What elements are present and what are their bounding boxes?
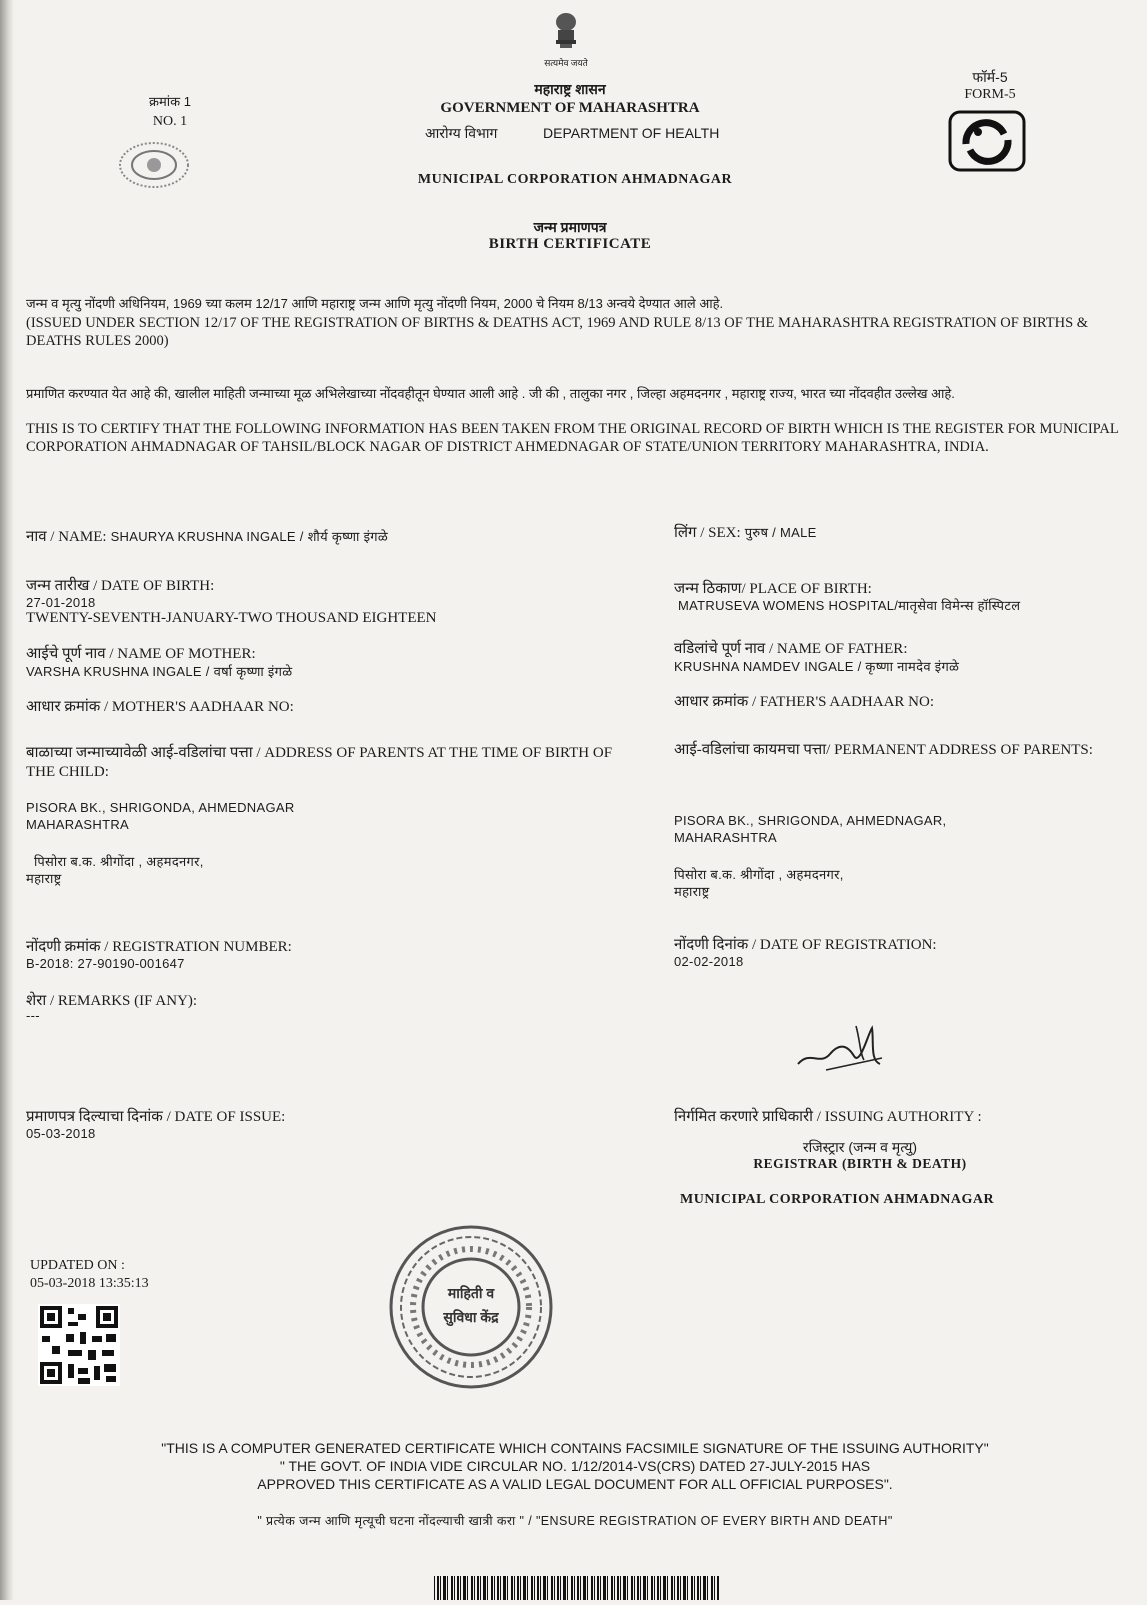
authority-corporation: MUNICIPAL CORPORATION AHMADNAGAR — [680, 1192, 995, 1207]
updated-value: 05-03-2018 13:35:13 — [30, 1276, 149, 1291]
paper-edge-shadow — [0, 0, 14, 1600]
issue-date-label: प्रमाणपत्र दिल्याचा दिनांक / DATE OF ISSUE: — [26, 1109, 286, 1125]
form-english: FORM-5 — [964, 87, 1016, 102]
reg-date-label: नोंदणी दिनांक / DATE OF REGISTRATION: — [674, 937, 937, 953]
father-aadhaar-label: आधार क्रमांक / FATHER'S AADHAAR NO: — [674, 694, 934, 710]
dob-value: 27-01-2018 — [26, 595, 96, 610]
emblem-motto: सत्यमेव जयते — [544, 58, 588, 68]
barcode-icon — [434, 1576, 720, 1600]
title-marathi: जन्म प्रमाणपत्र — [533, 219, 607, 235]
mother-aadhaar-label: आधार क्रमांक / MOTHER'S AADHAAR NO: — [26, 699, 294, 715]
mother-value: VARSHA KRUSHNA INGALE / वर्षा कृष्णा इंगळे — [26, 664, 293, 679]
pob-label: जन्म ठिकाण/ PLACE OF BIRTH: — [674, 581, 872, 597]
footer-slogan: " प्रत्येक जन्म आणि मृत्यूची घटना नोंदल्याची खात्री करा " / "ENSURE REGISTRATION OF EVERY BIRTH AND DEATH" — [257, 1514, 893, 1528]
pob-value: MATRUSEVA WOMENS HOSPITAL/मातृसेवा विमेन्स हॉस्पिटल — [678, 598, 1021, 613]
act-english: (ISSUED UNDER SECTION 12/17 OF THE REGISTRATION OF BIRTHS & DEATHS ACT, 1969 AND RULE 8/13 OF THE MAHARASHTRA REGISTRATION OF BIRTHS & DEATHS RULES 2000) — [26, 315, 1089, 349]
father-label: वडिलांचे पूर्ण नाव / NAME OF FATHER: — [674, 641, 908, 657]
corporation-seal-icon — [116, 140, 192, 190]
authority-label: निर्गमित करणारे प्राधिकारी / ISSUING AUTHORITY : — [674, 1109, 982, 1125]
dob-words: TWENTY-SEVENTH-JANUARY-TWO THOUSAND EIGHTEEN — [26, 610, 437, 626]
certify-english: THIS IS TO CERTIFY THAT THE FOLLOWING INFORMATION HAS BEEN TAKEN FROM THE ORIGINAL RECORD OF BIRTH WHICH IS THE REGISTER FOR MUNICIPAL CORPORATION AHMADNAGAR OF TAHSIL/BLOCK NAGAR OF DISTRICT AHMEDNAGAR OF STATE/UNION TERRITORY MAHARASHTRA, INDIA. — [26, 421, 1119, 455]
remarks-label: शेरा / REMARKS (IF ANY): — [26, 993, 198, 1009]
father-value: KRUSHNA NAMDEV INGALE / कृष्णा नामदेव इंगळे — [674, 659, 960, 674]
reg-no-label: नोंदणी क्रमांक / REGISTRATION NUMBER: — [26, 939, 292, 955]
registrar-marathi: रजिस्ट्रार (जन्म व मृत्यु) — [802, 1139, 918, 1155]
govt-marathi: महाराष्ट्र शासन — [534, 81, 606, 97]
addr-perm-mr-1: पिसोरा ब.क. श्रीगोंदा , अहमदनगर, — [674, 867, 844, 882]
title-english: BIRTH CERTIFICATE — [488, 236, 652, 252]
govt-english: GOVERNMENT OF MAHARASHTRA — [440, 100, 700, 116]
addr-birth-en-2: MAHARASHTRA — [26, 817, 129, 832]
name-value: SHAURYA KRUSHNA INGALE / शौर्य कृष्णा इंगळे — [110, 529, 389, 544]
corporation-title: MUNICIPAL CORPORATION AHMADNAGAR — [417, 172, 733, 187]
reg-no-value: B-2018: 27-90190-001647 — [26, 956, 185, 971]
name-row — [26, 526, 626, 546]
addr-perm-en-2: MAHARASHTRA — [674, 830, 777, 845]
updated-label: UPDATED ON : — [30, 1258, 125, 1273]
sex-label: लिंग / SEX: — [674, 525, 741, 541]
qr-code-icon — [38, 1304, 120, 1386]
act-marathi: जन्म व मृत्यु नोंदणी अधिनियम, 1969 च्या कलम 12/17 आणि महाराष्ट्र जन्म आणि मृत्यु नोंदणी नियम, 2000 चे नियम 8/13 अन्वये देण्यात आले आहे. — [26, 296, 724, 311]
addr-birth-mr-1: पिसोरा ब.क. श्रीगोंदा , अहमदनगर, — [34, 854, 204, 869]
addr-perm-en-1: PISORA BK., SHRIGONDA, AHMEDNAGAR, — [674, 813, 947, 828]
dept-english: DEPARTMENT OF HEALTH — [543, 125, 720, 141]
addr-birth-en-1: PISORA BK., SHRIGONDA, AHMEDNAGAR — [26, 800, 295, 815]
addr-perm-mr-2: महाराष्ट्र — [674, 884, 710, 899]
name-label: नाव / NAME: — [26, 529, 107, 545]
footer-line-3: APPROVED THIS CERTIFICATE AS A VALID LEGAL DOCUMENT FOR ALL OFFICIAL PURPOSES". — [257, 1476, 893, 1492]
seal-text-1: माहिती व — [447, 1285, 495, 1301]
addr-birth-mr-2: महाराष्ट्र — [26, 871, 62, 886]
form-marathi: फॉर्म-5 — [972, 69, 1008, 85]
sex-value: पुरुष / MALE — [744, 525, 817, 540]
mother-label: आईचे पूर्ण नाव / NAME OF MOTHER: — [26, 646, 256, 662]
round-seal-stamp — [386, 1222, 556, 1392]
issue-date-value: 05-03-2018 — [26, 1126, 96, 1141]
signature — [790, 1020, 890, 1076]
addr-perm-label: आई-वडिलांचा कायमचा पत्ता/ PERMANENT ADDRESS OF PARENTS: — [674, 742, 1093, 758]
sex-row — [674, 522, 1114, 542]
registrar-english: REGISTRAR (BIRTH & DEATH) — [753, 1156, 967, 1171]
footer-line-2: " THE GOVT. OF INDIA VIDE CIRCULAR NO. 1/12/2014-VS(CRS) DATED 27-JULY-2015 HAS — [279, 1458, 871, 1474]
seal-text-2: सुविधा केंद्र — [443, 1309, 499, 1325]
remarks-value: --- — [26, 1008, 40, 1023]
footer-line-1: "THIS IS A COMPUTER GENERATED CERTIFICATE WHICH CONTAINS FACSIMILE SIGNATURE OF THE ISSUING AUTHORITY" — [161, 1440, 989, 1456]
serial-english: NO. 1 — [152, 114, 188, 129]
reg-date-value: 02-02-2018 — [674, 954, 744, 969]
serial-marathi: क्रमांक 1 — [149, 94, 191, 109]
dob-label: जन्म तारीख / DATE OF BIRTH: — [26, 578, 215, 594]
addr-birth-label: बाळाच्या जन्माच्यावेळी आई-वडिलांचा पत्ता / ADDRESS OF PARENTS AT THE TIME OF BIRTH OF THE CHILD: — [26, 745, 613, 780]
dept-marathi: आरोग्य विभाग — [425, 125, 498, 141]
health-logo-icon — [948, 110, 1026, 172]
national-emblem-icon — [546, 10, 586, 56]
certify-marathi: प्रमाणित करण्यात येत आहे की, खालील माहिती जन्माच्या मूळ अभिलेखाच्या नोंदवहीतून घेण्यात आली आहे . जी की , तालुका नगर , जिल्हा अहमदनगर , महाराष्ट्र राज्य, भारत च्या नोंदवहीत उल्लेख आहे. — [26, 386, 955, 401]
